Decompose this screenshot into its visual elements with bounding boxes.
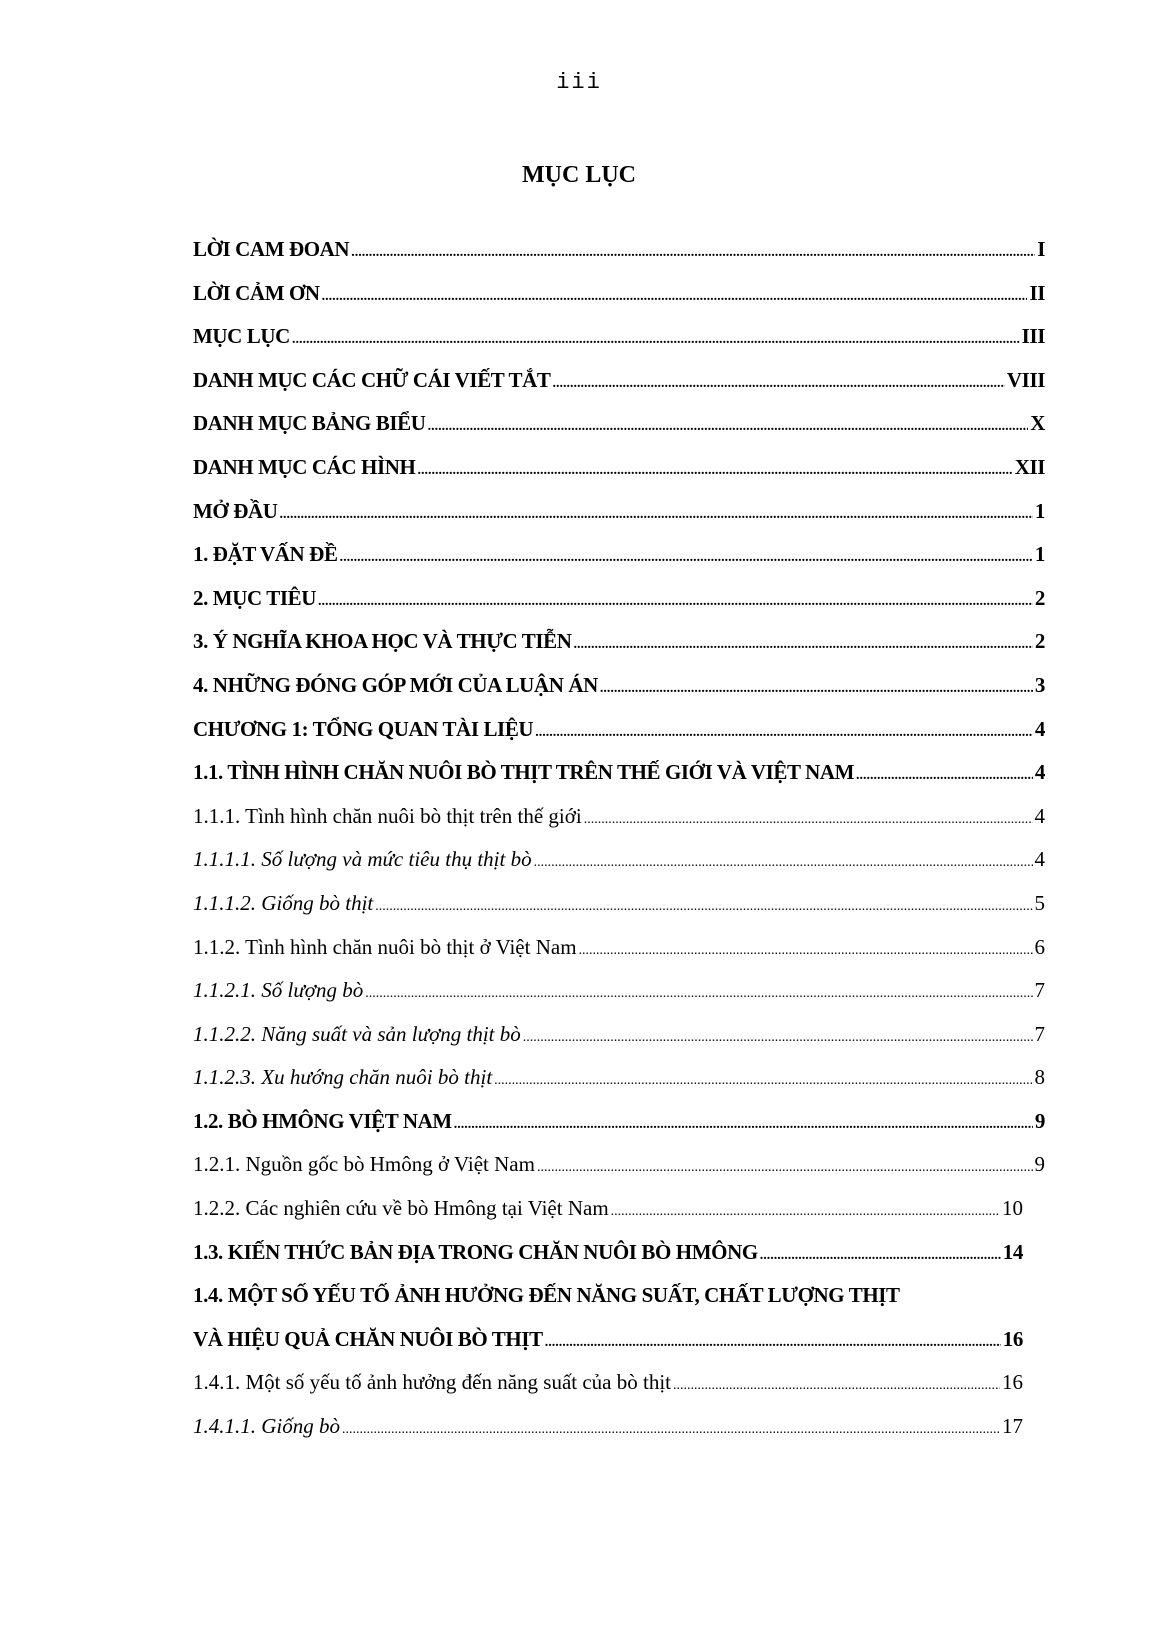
toc-entry-page: 16 [1002,1326,1023,1351]
toc-entry[interactable] [193,1193,1045,1237]
toc-entry[interactable] [193,844,1045,888]
toc-entry-text: 1.4.1.1. Giống bò [193,1414,340,1439]
dot-leader [856,761,1033,791]
toc-entry[interactable] [193,888,1045,932]
toc-entry-heading-line[interactable] [193,1280,1045,1324]
page-number: iii [556,70,602,95]
toc-entry-page: 5 [1034,890,1045,915]
toc-entry[interactable] [193,1062,1045,1106]
toc-entry[interactable] [193,278,1045,322]
toc-entry[interactable] [193,539,1045,583]
toc-entry-page: X [1030,411,1045,436]
dot-leader [280,500,1033,530]
toc-entry-text: MỞ ĐẦU [193,498,278,523]
dot-leader [322,282,1028,312]
toc-entry[interactable] [193,1367,1045,1411]
toc-entry-text: DANH MỤC BẢNG BIỂU [193,411,426,436]
toc-entry[interactable] [193,714,1045,758]
toc-entry-text: 1.2. BÒ HMÔNG VIỆT NAM [193,1108,452,1133]
dot-leader [292,325,1020,355]
toc-entry-text: 2. MỤC TIÊU [193,585,316,610]
toc-entry-page: 3 [1034,672,1045,697]
toc-entry-page: 1 [1034,498,1045,523]
toc-entry-text: 1. ĐẶT VẤN ĐỀ [193,542,338,567]
dot-leader [760,1241,1001,1271]
toc-entry-text: 1.1.2.3. Xu hướng chăn nuôi bò thịt [193,1065,493,1090]
dot-leader [611,1197,1000,1227]
toc-entry-text: 1.3. KIẾN THỨC BẢN ĐỊA TRONG CHĂN NUÔI BÒ HMÔNG [193,1239,758,1264]
toc-entry-page: 4 [1034,760,1045,785]
toc-entry-page: 7 [1034,1021,1045,1046]
toc-entry[interactable] [193,1106,1045,1150]
dot-leader [535,718,1033,748]
toc-entry-page: XII [1014,454,1045,479]
dot-leader [417,456,1012,486]
toc-entry-text: LỜI CẢM ƠN [193,280,320,305]
toc-entry[interactable] [193,670,1045,714]
toc-entry[interactable] [193,365,1045,409]
toc-entry-page: 9 [1034,1152,1045,1177]
toc-entry-page: 14 [1002,1239,1023,1264]
toc-entry-page: 7 [1034,978,1045,1003]
toc-entry-text: 1.2.2. Các nghiên cứu về bò Hmông tại Việt Nam [193,1196,609,1221]
toc-entry-text: 1.1.2.2. Năng suất và sản lượng thịt bò [193,1021,521,1046]
dot-leader [494,1066,1032,1096]
toc-entry-text: 1.2.1. Nguồn gốc bò Hmông ở Việt Nam [193,1152,535,1177]
dot-leader [579,936,1033,966]
toc-entry[interactable] [193,496,1045,540]
toc-entry-text: 1.1.1.1. Số lượng và mức tiêu thụ thịt bò [193,847,532,872]
toc-entry-page: 17 [1002,1414,1023,1439]
toc-entry[interactable] [193,408,1045,452]
toc-entry-text: 1.1. TÌNH HÌNH CHĂN NUÔI BÒ THỊT TRÊN THẾ GIỚI VÀ VIỆT NAM [193,760,855,785]
toc-entry-page: 8 [1034,1065,1045,1090]
toc-entry-page: 10 [1002,1196,1023,1221]
dot-leader [574,630,1033,660]
toc-entry-page: 1 [1034,542,1045,567]
dot-leader [534,848,1033,878]
toc-entry-page: 4 [1034,803,1045,828]
dot-leader [537,1153,1033,1183]
toc-entry-text: 1.4. MỘT SỐ YẾU TỐ ẢNH HƯỞNG ĐẾN NĂNG SUẤT, CHẤT LƯỢNG THỊT [193,1283,900,1308]
toc-entry-text: 1.1.1.2. Giống bò thịt [193,890,374,915]
dot-leader [365,979,1032,1009]
toc-entry-text: 1.1.1. Tình hình chăn nuôi bò thịt trên thế giới [193,803,582,828]
toc-entry[interactable] [193,1237,1045,1281]
toc-entry-page: 9 [1034,1108,1045,1133]
toc-entry-page: III [1021,324,1045,349]
toc-entry-text: DANH MỤC CÁC HÌNH [193,454,416,479]
toc-entry[interactable] [193,932,1045,976]
toc-entry[interactable] [193,321,1045,365]
dot-leader [375,892,1032,922]
dot-leader [673,1371,1000,1401]
dot-leader [584,805,1033,835]
dot-leader [428,412,1029,442]
toc-entry-text: 1.4.1. Một số yếu tố ảnh hưởng đến năng suất của bò thịt [193,1370,672,1395]
toc-entry-text: MỤC LỤC [193,324,290,349]
toc-entry-page: II [1029,280,1045,305]
dot-leader [553,369,1005,399]
toc-entry[interactable] [193,1324,1045,1368]
toc-entry-page: 2 [1034,585,1045,610]
toc-entry-page: 6 [1034,934,1045,959]
toc-entry[interactable] [193,801,1045,845]
toc-entry[interactable] [193,626,1045,670]
toc-entry[interactable] [193,1411,1045,1455]
table-of-contents [193,234,1045,1455]
toc-entry-text: 3. Ý NGHĨA KHOA HỌC VÀ THỰC TIỄN [193,629,572,654]
toc-entry[interactable] [193,975,1045,1019]
dot-leader [351,238,1035,268]
dot-leader [318,587,1033,617]
dot-leader [545,1328,1001,1358]
toc-entry-text: 4. NHỮNG ĐÓNG GÓP MỚI CỦA LUẬN ÁN [193,672,598,697]
toc-entry-text: 1.1.2.1. Số lượng bò [193,978,364,1003]
toc-entry-page: 4 [1034,716,1045,741]
toc-entry[interactable] [193,452,1045,496]
toc-entry-page: 16 [1002,1370,1023,1395]
dot-leader [342,1415,1000,1445]
toc-entry[interactable] [193,1149,1045,1193]
dot-leader [600,674,1033,704]
toc-entry-text: LỜI CAM ĐOAN [193,237,350,261]
toc-entry-page: 2 [1034,629,1045,654]
toc-entry-text: CHƯƠNG 1: TỔNG QUAN TÀI LIỆU [193,716,534,741]
toc-entry-page: VIII [1006,367,1045,392]
dot-leader [523,1023,1033,1053]
page-title: MỤC LỤC [522,162,636,188]
toc-entry[interactable] [193,757,1045,801]
toc-entry-text: 1.1.2. Tình hình chăn nuôi bò thịt ở Việt Nam [193,934,577,959]
toc-entry-text: DANH MỤC CÁC CHỮ CÁI VIẾT TẮT [193,367,551,392]
toc-entry[interactable] [193,583,1045,627]
dot-leader [454,1110,1033,1140]
toc-entry-page: I [1037,237,1045,261]
toc-entry-text: VÀ HIỆU QUẢ CHĂN NUÔI BÒ THỊT [193,1326,543,1351]
toc-entry[interactable] [193,234,1045,278]
dot-leader [340,543,1033,573]
toc-entry[interactable] [193,1019,1045,1063]
toc-entry-page: 4 [1034,847,1045,872]
